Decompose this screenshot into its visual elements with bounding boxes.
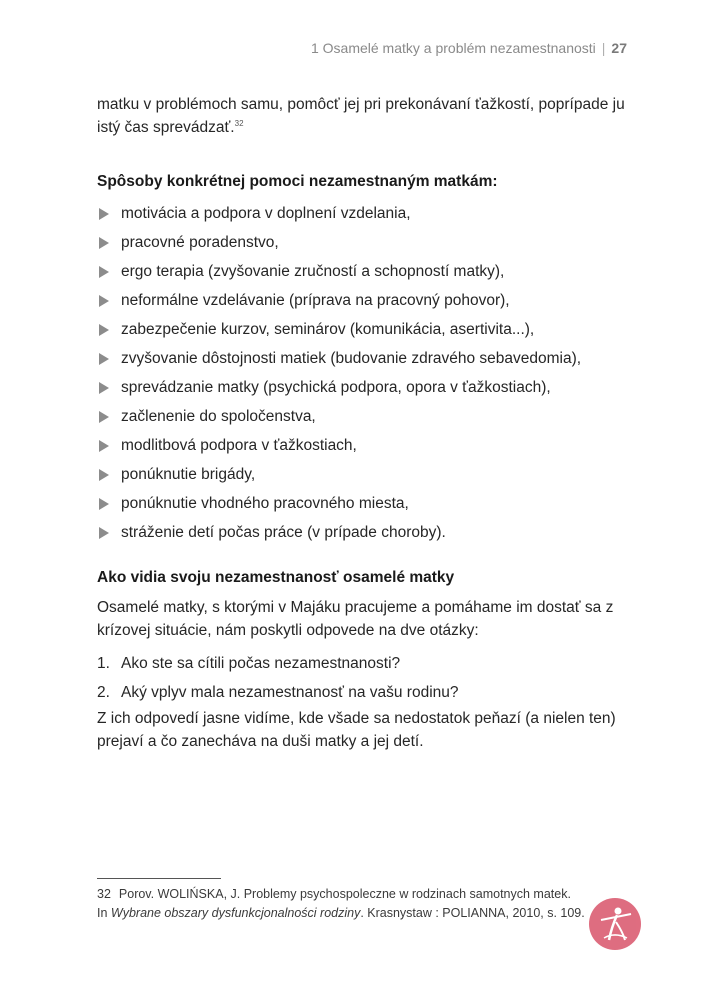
- list-item: 2. Aký vplyv mala nezamestnanosť na vašu rodinu?: [97, 684, 459, 701]
- publisher-logo: [589, 898, 641, 950]
- intro-text: matku v problémoch samu, pomôcť jej pri prekonávaní ťažkostí, poprípade ju istý čas sprevádzať.: [97, 96, 625, 136]
- footnote-number: 32: [97, 887, 111, 901]
- list-item: stráženie detí počas práce (v prípade choroby).: [97, 518, 581, 547]
- triangle-bullet-icon: [99, 266, 109, 278]
- questions-intro-paragraph: Osamelé matky, s ktorými v Majáku pracujeme a pomáhame im dostať sa z krízovej situácie, nám poskytli odpovede na dve otázky:: [97, 599, 614, 639]
- triangle-bullet-icon: [99, 440, 109, 452]
- list-item: ponúknutie brigády,: [97, 460, 581, 489]
- header-separator: |: [601, 40, 606, 56]
- intro-paragraph: [97, 93, 627, 139]
- chapter-title: 1 Osamelé matky a problém nezamestnanosti: [310, 40, 596, 56]
- triangle-bullet-icon: [99, 208, 109, 220]
- section-heading-unemployment-views: Ako vidia svoju nezamestnanosť osamelé matky: [97, 569, 455, 586]
- conclusion-paragraph: Z ich odpovedí jasne vidíme, kde všade sa nedostatok peňazí (a nielen ten) prejaví a čo zanecháva na duši matky a jej detí.: [97, 710, 616, 750]
- triangle-bullet-icon: [99, 527, 109, 539]
- triangle-bullet-icon: [99, 469, 109, 481]
- list-item: ponúknutie vhodného pracovného miesta,: [97, 489, 581, 518]
- triangle-bullet-icon: [99, 498, 109, 510]
- list-item: začlenenie do spoločenstva,: [97, 402, 581, 431]
- triangle-bullet-icon: [99, 353, 109, 365]
- triangle-bullet-icon: [99, 237, 109, 249]
- footnote: 32 Porov. WOLIŃSKA, J. Problemy psychospoleczne w rodzinach samotnych matek. In Wybrane obszary dysfunkcjonalności rodziny. Krasnystaw : POLIANNA, 2010, s. 109.: [97, 887, 585, 920]
- list-item: sprevádzanie matky (psychická podpora, opora v ťažkostiach),: [97, 373, 581, 402]
- footnote-divider: [97, 878, 221, 879]
- list-item: ergo terapia (zvyšovanie zručností a schopností matky),: [97, 257, 581, 286]
- list-item: neformálne vzdelávanie (príprava na pracovný pohovor),: [97, 286, 581, 315]
- section-heading-help-methods: Spôsoby konkrétnej pomoci nezamestnaným matkám:: [97, 173, 498, 190]
- triangle-bullet-icon: [99, 295, 109, 307]
- page-number: 27: [611, 40, 627, 56]
- figure-logo-icon: [589, 898, 641, 950]
- list-item: modlitbová podpora v ťažkostiach,: [97, 431, 581, 460]
- questions-list: [97, 649, 459, 707]
- footnote-reference: 32: [234, 118, 244, 128]
- list-item: 1. Ako ste sa cítili počas nezamestnanosti?: [97, 655, 401, 672]
- footnote-book-title: Wybrane obszary dysfunkcjonalności rodziny: [110, 906, 361, 920]
- list-item: motivácia a podpora v doplnení vzdelania,: [97, 199, 581, 228]
- triangle-bullet-icon: [99, 411, 109, 423]
- running-header: [311, 40, 627, 56]
- list-item: pracovné poradenstvo,: [97, 228, 581, 257]
- list-item: zabezpečenie kurzov, seminárov (komunikácia, asertivita...),: [97, 315, 581, 344]
- triangle-bullet-icon: [99, 324, 109, 336]
- footnote-line1: Porov. WOLIŃSKA, J. Problemy psychospoleczne w rodzinach samotnych matek.: [118, 887, 571, 901]
- help-methods-list: [97, 199, 581, 547]
- list-item: zvyšovanie dôstojnosti matiek (budovanie zdravého sebavedomia),: [97, 344, 581, 373]
- triangle-bullet-icon: [99, 382, 109, 394]
